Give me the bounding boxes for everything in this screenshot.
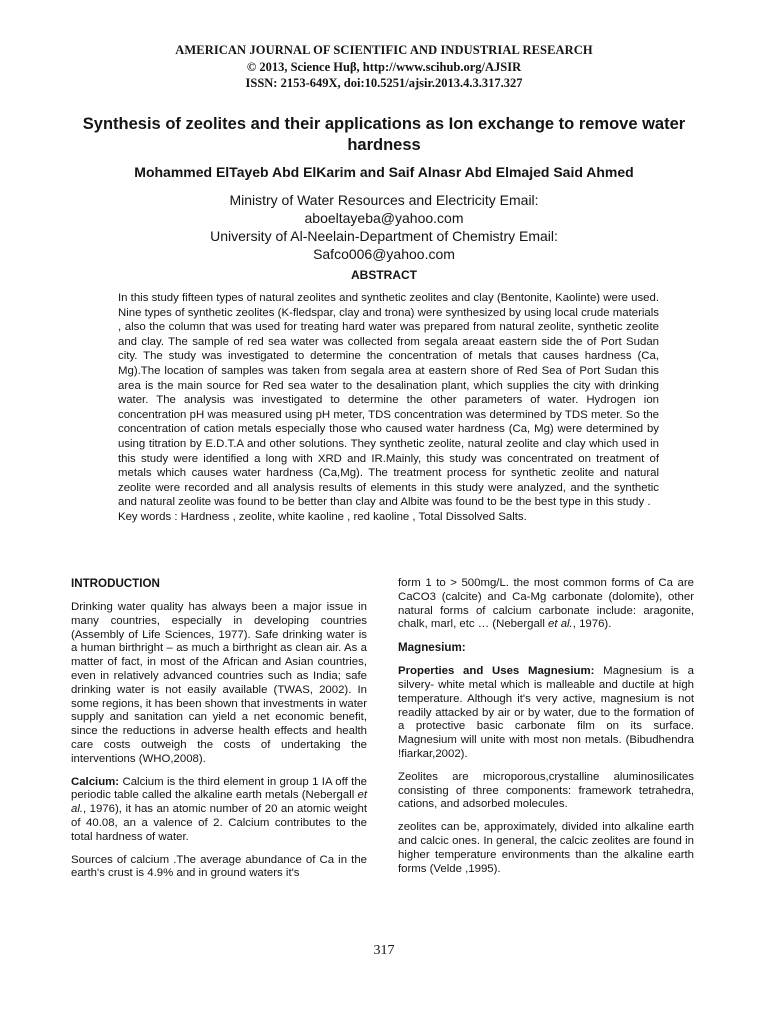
calcium-text-a: Calcium is the third element in group 1 IA off the periodic table called the alkaline earth metals (Nebergall <box>71 775 367 802</box>
calcium-cont-b: , 1976). <box>572 618 612 631</box>
calcium-paragraph <box>71 776 367 845</box>
introduction-heading: INTRODUCTION <box>71 577 160 590</box>
page-number: 317 <box>373 943 395 958</box>
journal-copyright: © 2013, Science Huβ, http://www.scihub.org/AJSIR <box>246 59 522 74</box>
magnesium-properties-paragraph <box>398 665 694 762</box>
affiliation-email-2: Safco006@yahoo.com <box>313 246 455 262</box>
right-column <box>398 577 694 885</box>
affiliations <box>130 191 638 263</box>
sources-paragraph: Sources of calcium .The average abundance of Ca in the earth's crust is 4.9% and in ground waters it's <box>71 853 367 880</box>
keywords: Key words : Hardness , zeolite, white kaoline , red kaoline , Total Dissolved Salts. <box>118 510 527 523</box>
abstract-heading: ABSTRACT <box>351 268 417 282</box>
calcium-cont-a: form 1 to > 500mg/L. the most common forms of Ca are CaCO3 (calcite) and Ca-Mg carbonate (dolomite), other natural forms of calcium carbonate include: aragonite, chalk, marl, etc … (Nebergall <box>398 577 694 631</box>
calcium-cont-etal: et al. <box>548 618 573 631</box>
affiliation-line-2: University of Al-Neelain-Department of Chemistry Email: <box>210 228 558 244</box>
left-column <box>71 577 367 890</box>
properties-text: Magnesium is a silvery- white metal which is malleable and ductile at high temperature. Although it's very active, magnesium is not readily attacked by air or by water, due to the formation of a protective basic carbonate film on its surface. Magnesium will unite with most non metals. (Bibudhendra !fiarkar,2002). <box>398 665 694 760</box>
calcium-label: Calcium: <box>71 775 120 788</box>
abstract-body: In this study fifteen types of natural zeolites and synthetic zeolites and clay (Bentonite, Kaolinte) were used. Nine types of synthetic zeolites (K-fledspar, clay and trona) were synthesized by using local crude materials , also the column that was used for treating hard water was prepared from natural zeolite, synthetic zeolite and clay. The sample of red sea water was collected from segala areaat eastern side the of Port Sudan city. The study was investigated to determine the concentration of metals that causes hardness (Ca, Mg).The location of samples was taken from segala area at eastern shore of Red Sea of Port Sudan this area is the main source for Red sea water to the desalination plant, which supplies the city with drinking water. The analysis was investigated to determine the other parameters of water. Hydrogen ion concentration pH was measured using pH meter, TDS concentration was determined by TDS meter. So the concentration of cation metals especially those who caused water hardness (Ca, Mg) were determined by using titration by E.D.T.A and other solutions. They synthetic zeolite, natural zeolite and clay which used in this study were identified a long with XRD and IR.Mainly, this study was concentrated on treatment of metals which causes water hardness (Ca,Mg). The treatment process for synthetic zeolite and natural zeolite were recorded and all analysis results of elements in this study were analyzed, and the synthetic and natural zeolite was found to be better than clay and Albite was found to be the best type in this study . <box>118 292 659 509</box>
journal-issn: ISSN: 2153-649X, doi:10.5251/ajsir.2013.4.3.317.327 <box>245 76 523 90</box>
affiliation-email-1: aboeltayeba@yahoo.com <box>304 210 464 226</box>
properties-label: Properties and Uses Magnesium: <box>398 665 595 678</box>
affiliation-line-1: Ministry of Water Resources and Electricity Email: <box>229 192 539 208</box>
journal-name: AMERICAN JOURNAL OF SCIENTIFIC AND INDUSTRIAL RESEARCH <box>175 43 593 57</box>
introduction-paragraph: Drinking water quality has always been a major issue in many countries, especially in developing countries (Assembly of Life Sciences, 1977). Safe drinking water is a human birthright – as much a birthright as clean air. As a matter of fact, in most of the African and Asian countries, even in relatively advanced countries such as India; safe drinking water is not easily available (TWAS, 2002). In some regions, it has been shown that investments in water supply and sanitation can yield a net economic benefit, since the reductions in adverse health effects and health care costs outweigh the costs of undertaking the interventions (WHO,2008). <box>71 601 367 765</box>
paper-title: Synthesis of zeolites and their applications as Ion exchange to remove water hardness <box>82 115 686 154</box>
zeolites-paragraph-1: Zeolites are microporous,crystalline aluminosilicates consisting of three components: framework tetrahedra, cations, and adsorbed molecules. <box>398 770 694 811</box>
paper-authors: Mohammed ElTayeb Abd ElKarim and Saif Alnasr Abd Elmajed Said Ahmed <box>134 164 634 180</box>
calcium-continued-paragraph <box>398 577 694 632</box>
abstract <box>118 291 659 525</box>
magnesium-heading: Magnesium: <box>398 641 466 655</box>
zeolites-paragraph-2: zeolites can be, approximately, divided into alkaline earth and calcic ones. In general, the calcic zeolites are found in higher temperature environments than the alkaline earth forms (Velde ,1995). <box>398 821 694 875</box>
calcium-text-b: , 1976), it has an atomic number of 20 an atomic weight of 40.08, an a valence of 2. Calcium contributes to the total hardness of water. <box>71 803 367 843</box>
journal-header <box>0 42 768 92</box>
calcium-etal: et al. <box>71 789 367 816</box>
